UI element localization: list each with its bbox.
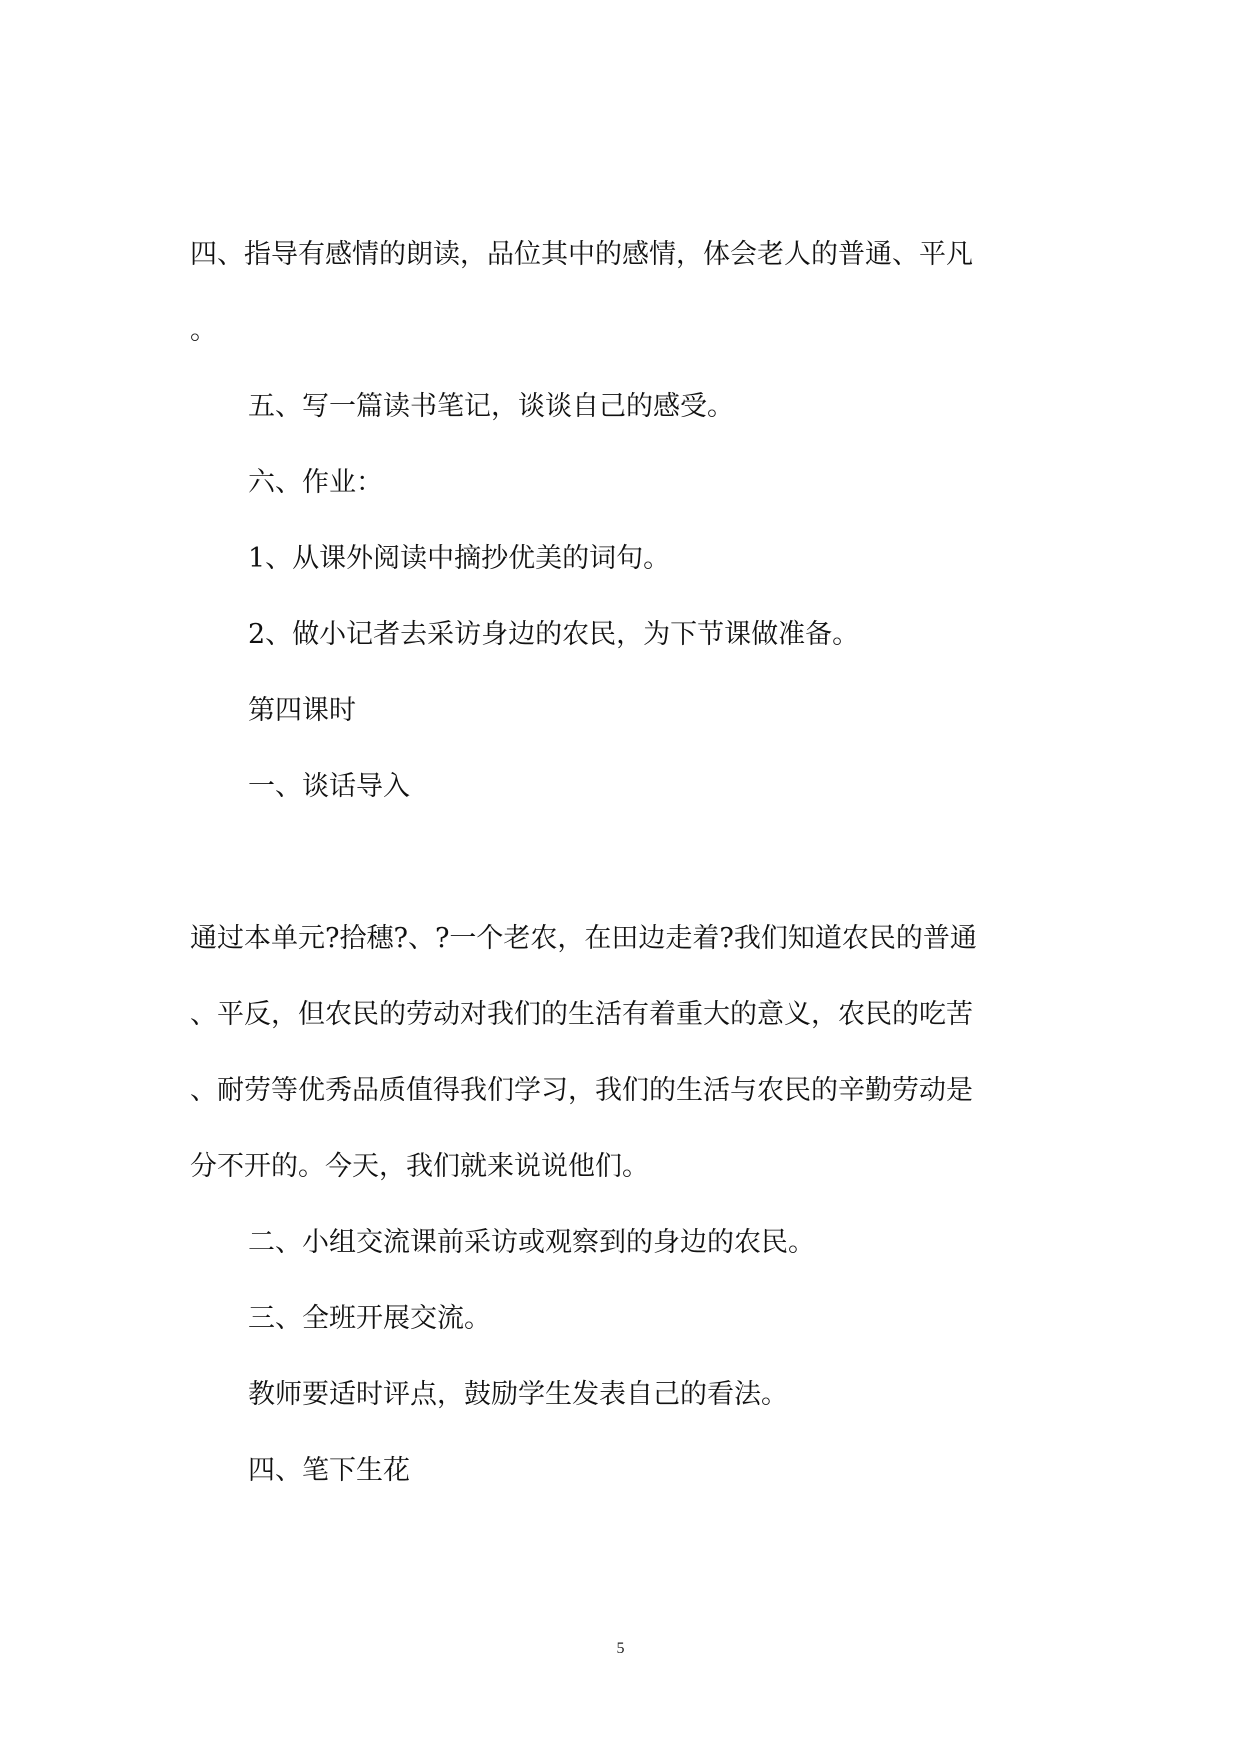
section-heading: 六、作业： [248, 467, 383, 498]
paragraph-line: 、平反，但农民的劳动对我们的生活有着重大的意义，农民的吃苦 [190, 999, 973, 1030]
list-item: 2、做小记者去采访身边的农民，为下节课做准备。 [248, 619, 860, 650]
paragraph-line: 、耐劳等优秀品质值得我们学习，我们的生活与农民的辛勤劳动是 [190, 1075, 973, 1106]
paragraph-line: 教师要适时评点，鼓励学生发表自己的看法。 [248, 1379, 788, 1410]
section-heading: 三、全班开展交流。 [248, 1303, 491, 1334]
paragraph-line: 。 [190, 315, 217, 346]
paragraph-line: 四、指导有感情的朗读，品位其中的感情，体会老人的普通、平凡 [190, 239, 973, 270]
paragraph-line: 通过本单元?拾穗?、?一个老农，在田边走着?我们知道农民的普通 [190, 923, 977, 954]
page-number: 5 [616, 1640, 625, 1657]
list-item: 1、从课外阅读中摘抄优美的词句。 [248, 543, 671, 574]
section-heading: 二、小组交流课前采访或观察到的身边的农民。 [248, 1227, 815, 1258]
lesson-heading: 第四课时 [248, 695, 356, 726]
section-heading: 四、笔下生花 [248, 1455, 410, 1486]
paragraph-line: 分不开的。今天，我们就来说说他们。 [190, 1151, 649, 1182]
section-heading: 一、谈话导入 [248, 771, 410, 802]
paragraph-line: 五、写一篇读书笔记，谈谈自己的感受。 [248, 391, 734, 422]
